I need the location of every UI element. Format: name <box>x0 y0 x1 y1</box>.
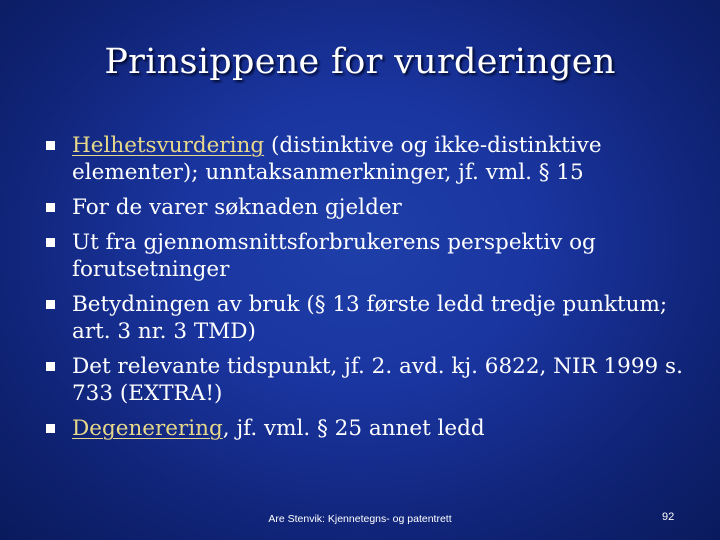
square-bullet-icon <box>46 424 55 433</box>
list-item <box>46 229 686 283</box>
bullet-text: For de varer søknaden gjelder <box>72 195 402 220</box>
list-item <box>46 353 686 407</box>
bullet-text: Betydningen av bruk (§ 13 første ledd tredje punktum; art. 3 nr. 3 TMD) <box>72 292 668 344</box>
square-bullet-icon <box>46 362 55 371</box>
square-bullet-icon <box>46 238 55 247</box>
link-degenerering[interactable]: Degenerering <box>72 416 223 441</box>
list-item <box>46 132 686 186</box>
bullet-text: Ut fra gjennomsnittsforbrukerens perspektiv og forutsetninger <box>72 230 596 282</box>
slide-footer: Are Stenvik: Kjennetegns- og patentrett <box>268 513 452 525</box>
bullet-list <box>46 132 686 450</box>
list-item <box>46 194 686 221</box>
page-number: 92 <box>662 511 675 523</box>
bullet-text: (distinktive og ikke-distinktive elementer); unntaksanmerkninger, jf. vml. § 15 <box>72 133 602 185</box>
bullet-text: Det relevante tidspunkt, jf. 2. avd. kj. 6822, NIR 1999 s. 733 (EXTRA!) <box>72 354 683 406</box>
link-helhetsvurdering[interactable]: Helhetsvurdering <box>72 133 265 158</box>
square-bullet-icon <box>46 203 55 212</box>
square-bullet-icon <box>46 141 55 150</box>
list-item <box>46 291 686 345</box>
list-item <box>46 415 686 442</box>
bullet-text: , jf. vml. § 25 annet ledd <box>222 416 485 441</box>
square-bullet-icon <box>46 300 55 309</box>
slide-title: Prinsippene for vurderingen <box>104 42 616 82</box>
